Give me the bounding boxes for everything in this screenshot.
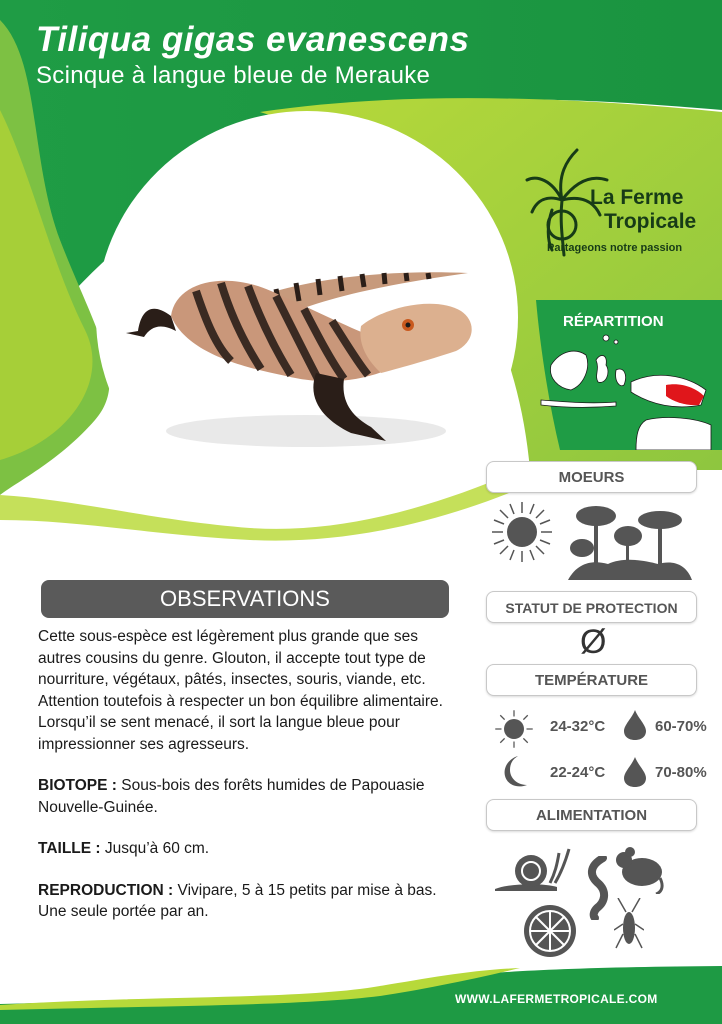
worm-icon xyxy=(585,856,611,920)
lizard-photo xyxy=(96,111,518,523)
cricket-icon xyxy=(614,898,644,958)
logo-tagline: Partageons notre passion xyxy=(547,242,683,254)
temperature-header: TEMPÉRATURE xyxy=(486,664,697,696)
taille-paragraph xyxy=(38,838,458,860)
humidity-drop-icon xyxy=(624,710,646,740)
reproduction-value: Vivipare, 5 à 15 petits par mise à bas. Une seule portée par an. xyxy=(38,881,437,920)
alimentation-header: ALIMENTATION xyxy=(486,799,697,831)
reproduction-label: REPRODUCTION : xyxy=(38,881,174,899)
observations-body xyxy=(38,626,458,943)
day-temperature: 24-32°C xyxy=(550,718,606,735)
day-sun-icon xyxy=(494,709,534,749)
logo-text-line2: Tropicale xyxy=(604,210,697,233)
skink-illustration xyxy=(96,111,518,523)
distribution-map xyxy=(536,330,716,450)
forest-icon xyxy=(568,502,692,580)
reproduction-paragraph xyxy=(38,880,458,923)
repartition-title: RÉPARTITION xyxy=(563,313,664,330)
page-title: Tiliqua gigas evanescens xyxy=(36,20,470,59)
taille-value: Jusqu’à 60 cm. xyxy=(100,840,210,857)
mouse-icon xyxy=(614,846,666,894)
observations-header: OBSERVATIONS xyxy=(41,580,449,618)
no-protection-symbol: Ø xyxy=(580,623,607,661)
night-humidity: 70-80% xyxy=(655,764,707,781)
night-humidity-drop-icon xyxy=(624,757,646,787)
biotope-label: BIOTOPE : xyxy=(38,777,117,794)
day-humidity: 60-70% xyxy=(655,718,707,735)
website-link[interactable]: WWW.LAFERMETROPICALE.COM xyxy=(455,992,658,1006)
snail-icon xyxy=(495,843,571,891)
night-temperature: 22-24°C xyxy=(550,764,606,781)
observations-text: Cette sous-espèce est légèrement plus grande que ses autres cousins du genre. Glouton, il accepte tout type de nourriture, végétaux, pâtés, insectes, souris, viande, etc. Attention toutefois à respecter un bon équilibre alimentaire. Lorsqu’il se sent menacé, il sort la langue bleue pour impressionner ses agresseurs. xyxy=(38,628,443,753)
moeurs-header: MOEURS xyxy=(486,461,697,493)
biotope-value: Sous-bois des forêts humides de Papouasie Nouvelle-Guinée. xyxy=(38,777,425,816)
page-subtitle: Scinque à langue bleue de Merauke xyxy=(36,62,431,89)
statut-protection-header: STATUT DE PROTECTION xyxy=(486,591,697,623)
logo-text-line1: La Ferme xyxy=(590,186,684,209)
citrus-icon xyxy=(522,903,578,959)
night-moon-icon xyxy=(500,756,530,788)
sun-icon xyxy=(490,500,554,564)
biotope-paragraph xyxy=(38,775,458,818)
taille-label: TAILLE : xyxy=(38,840,101,857)
